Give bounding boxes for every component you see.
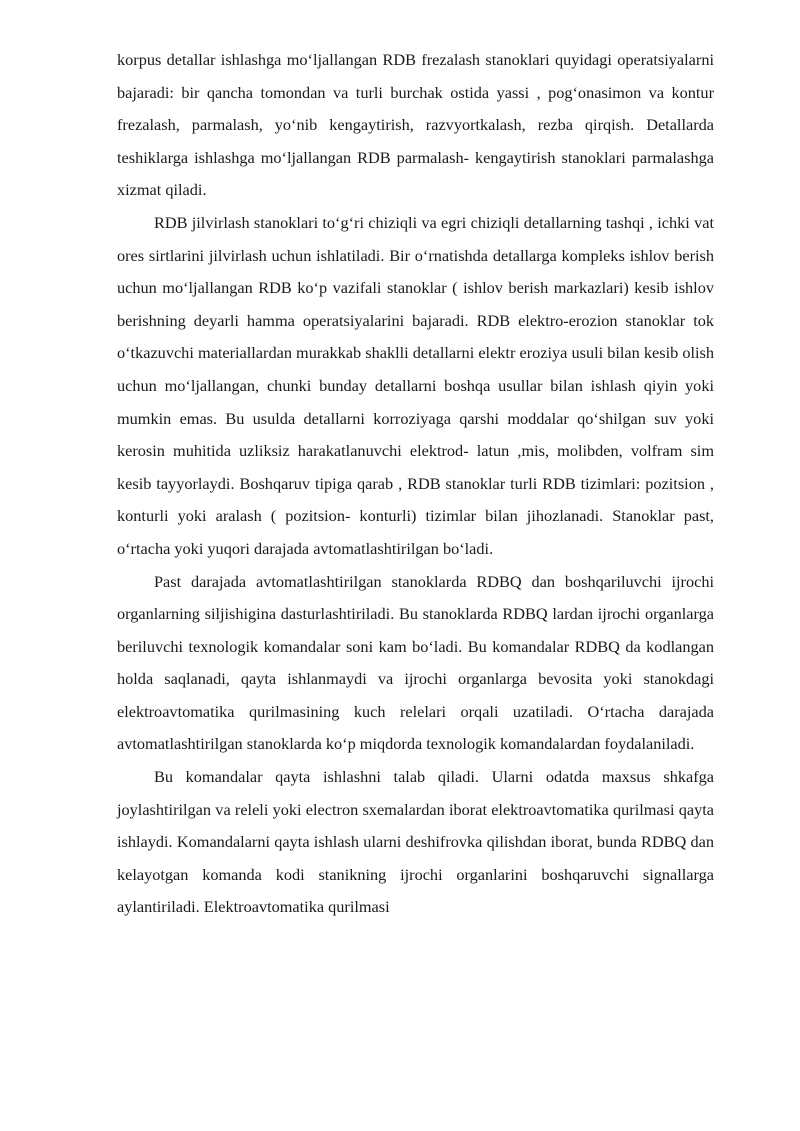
paragraph-2: RDB jilvirlash stanoklari to‘g‘ri chiziqli va egri chiziqli detallarning tashqi , ichki vat ores sirtlarini jilvirlash uchun ishlatiladi. Bir o‘rnatishda detallarga kompleks ishlov berish uchun mo‘ljallangan RDB ko‘p vazifali stanoklar ( ishlov berish markazlari) kesib ishlov berishning deyarli hamma operatsiyalarini bajaradi. RDB elektro-erozion stanoklar tok o‘tkazuvchi materiallardan murakkab shaklli detallarni elektr eroziya usuli bilan kesib olish uchun mo‘ljallangan, chunki bunday detallarni boshqa usullar bilan ishlash qiyin yoki mumkin emas. Bu usulda detallarni korroziyaga qarshi moddalar qo‘shilgan suv yoki kerosin muhitida uzliksiz harakatlanuvchi elektrod- latun ,mis, molibden, volfram sim kesib tayyorlaydi. Boshqaruv tipiga qarab , RDB stanoklar turli RDB tizimlari: pozitsion , konturli yoki aralash ( pozitsion- konturli) tizimlar bilan jihozlanadi. Stanoklar past, o‘rtacha yoki yuqori darajada avtomatlashtirilgan bo‘ladi. [117,212,714,558]
paragraph-1: korpus detallar ishlashga mo‘ljallangan RDB frezalash stanoklari quyidagi operatsiyalarni bajaradi: bir qancha tomondan va turli burchak ostida yassi , pog‘onasimon va kontur frezalash, parmalash, yo‘nib kengaytirish, razvyortkalash, rezba qirqish. Detallarda teshiklarga ishlashga mo‘ljallangan RDB parmalash- kengaytirish stanoklari parmalashga xizmat qiladi. [117,50,714,200]
paragraph-3: Past darajada avtomatlashtirilgan stanoklarda RDBQ dan boshqariluvchi ijrochi organlarning siljishigina dasturlashtiriladi. Bu stanoklarda RDBQ lardan ijrochi organlarga beriluvchi texnologik komandalar soni kam bo‘ladi. Bu komandalar RDBQ da kodlangan holda saqlanadi, qayta ishlanmaydi va ijrochi organlarga bevosita yoki stanokdagi elektroavtomatika qurilmasining kuch relelari orqali uzatiladi. O‘rtacha darajada avtomatlashtirilgan stanoklarda ko‘p miqdorda texnologik komandalardan foydalaniladi. [117,571,714,754]
paragraph-4: Bu komandalar qayta ishlashni talab qiladi. Ularni odatda maxsus shkafga joylashtirilgan va releli yoki electron sxemalardan iborat elektroavtomatika qurilmasi qayta ishlaydi. Komandalarni qayta ishlash ularni deshifrovka qilishdan iborat, bunda RDBQ dan kelayotgan komanda kodi stanikning ijrochi organlarini boshqaruvchi signallarga aylantiriladi. Elektroavtomatika qurilmasi [117,767,714,917]
document-body [117,44,714,924]
